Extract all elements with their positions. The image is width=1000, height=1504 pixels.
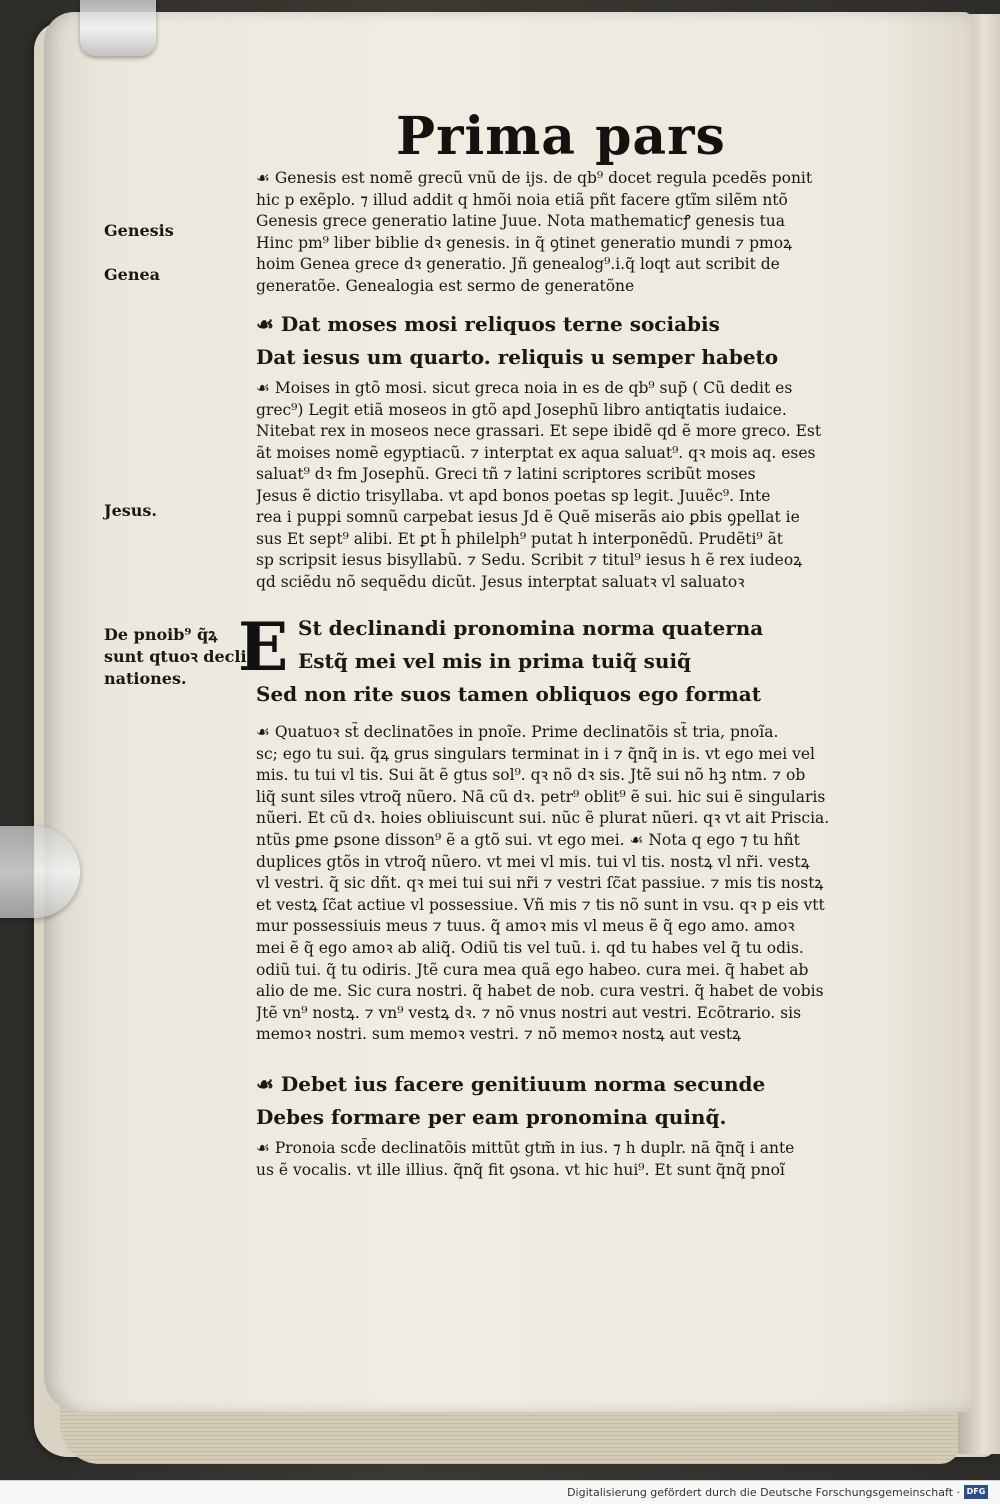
page-title: Prima pars <box>396 106 726 167</box>
text-line: saluat⁹ dꝛ fm Josephũ. Greci tñ ⁊ latini scriptores scribũt moses <box>256 465 756 483</box>
margin-note-pronouns <box>104 624 247 690</box>
text-line: mis. tu tui vl tis. Sui ãt ẽ gtus sol⁹. qꝛ nõ dꝛ sis. Jtẽ sui nõ hꝫ ntm. ⁊ ob <box>256 766 806 785</box>
margin-note-genea: Genea <box>104 265 161 284</box>
text-line: mei ẽ q̃ ego amoꝛ ab aliq̃. Odiũ tis vel tuũ. i. qd tu habes vel q̃ tu odis. <box>256 938 804 957</box>
text-line: sc; ego tu sui. q̃ꝝ grus singulars terminat in i ⁊ q̃nq̃ in is. vt ego mei vel <box>256 744 816 763</box>
text-line: memoꝛ nostri. sum memoꝛ vestri. ⁊ nõ memoꝛ nostꝝ aut vestꝝ <box>256 1025 742 1044</box>
text-line: ☙ Moises in gtõ mosi. sicut greca noia in es de qb⁹ sup̃ ( Cũ dedit es <box>256 379 793 397</box>
text-line: hic p exẽplo. ⁊ illud addit q hmõi noia etiã pñt facere gtĩm silẽm ntõ <box>256 190 788 209</box>
verse-line: Debes formare per eam pronomina quinq̃. <box>256 1105 727 1129</box>
verse-line: ☙ Debet ius facere genitiuum norma secunde <box>256 1072 766 1096</box>
text-line: liq̃ sunt siles vtroq̃ nũero. Nã cũ dꝛ. petr⁹ oblit⁹ ẽ sui. hic sui ẽ singularis <box>256 787 826 806</box>
text-line: ãt moises nomẽ egyptiacũ. ⁊ interptat ex aqua saluat⁹. qꝛ mois aq. eses <box>256 443 816 462</box>
text-line: odiũ tui. q̃ tu odiris. Jtẽ cura mea quã ego habeo. cura mei. q̃ habet ab <box>256 960 809 979</box>
text-line: ☙ Genesis est nomẽ grecũ vnũ de ijs. de qb⁹ docet regula pcedẽs ponit <box>256 169 813 187</box>
footer-credit: Digitalisierung gefördert durch die Deutsche Forschungsgemeinschaft · <box>567 1486 960 1499</box>
text-line: Hinc pm⁹ liber biblie dꝛ genesis. in q̃ ꝯtinet generatio mundi ⁊ pmoꝝ <box>256 233 792 252</box>
text-line: sus Et sept⁹ alibi. Et ꝑt h̃ philelph⁹ putat h interponẽdũ. Prudẽti⁹ ãt <box>256 529 784 548</box>
text-line: Jtẽ vn⁹ nostꝝ. ⁊ vn⁹ vestꝝ dꝛ. ⁊ nõ vnus nostri aut vestri. Ecõtrario. sis <box>256 1003 802 1022</box>
dfg-logo: DFG <box>964 1485 988 1499</box>
text-line: duplices gtõs in vtroq̃ nũero. vt mei vl mis. tui vl tis. nostꝝ vl nr̃i. vestꝝ <box>256 852 810 871</box>
text-line: qd sciẽdu nõ sequẽdu dicũt. Jesus interptat saluatꝛ vl saluatoꝛ <box>256 572 745 591</box>
drop-cap: E <box>238 608 289 686</box>
paragraph-moses-iesus <box>256 378 876 593</box>
margin-note-line: nationes. <box>104 669 187 688</box>
margin-note-line: sunt qtuoꝛ decli <box>104 647 247 666</box>
text-line: nũeri. Et cũ dꝛ. hoies obliuiscunt sui. nũc ẽ plurat nũeri. qꝛ vt ait Priscia. <box>256 809 830 828</box>
text-line: generatõe. Genealogia est sermo de generatõne <box>256 276 635 295</box>
text-line: sp scripsit iesus bisyllabũ. ⁊ Sedu. Scribit ⁊ titul⁹ iesus h ẽ rex iudeoꝝ <box>256 551 803 569</box>
margin-note-line: De pnoib⁹ q̃ꝝ <box>104 625 218 644</box>
text-line: Jesus ẽ dictio trisyllaba. vt apd bonos poetas sp legit. Juuẽc⁹. Inte <box>256 486 771 505</box>
verse-pronomina-head <box>298 612 878 678</box>
verse-line: Dat iesus um quarto. reliquis u semper habeto <box>256 345 779 369</box>
text-line: alio de me. Sic cura nostri. q̃ habet de nob. cura vestri. q̃ habet de vobis <box>256 982 824 1001</box>
text-line: ntũs ꝑme ꝑsone disson⁹ ẽ a gtõ sui. vt ego mei. ☙ Nota q ego ⁊ tu hñt <box>256 830 800 849</box>
text-line: mur possessiuis meus ⁊ tuus. q̃ amoꝛ mis vl meus ẽ q̃ ego amo. amoꝛ <box>256 917 795 936</box>
verse-line: ☙ Dat moses mosi reliquos terne sociabis <box>256 312 720 336</box>
verse-moses <box>256 308 876 374</box>
text-line: Genesis grece generatio latine Juue. Nota mathematicꝭ genesis tua <box>256 212 785 230</box>
text-line: grec⁹) Legit etiã moseos in gtõ apd Josephũ libro antiqtatis iudaice. <box>256 400 787 419</box>
text-line: ☙ Pronoia scd̃e declinatõis mittũt gtm̃ in ius. ⁊ h duplr. nã q̃nq̃ i ante <box>256 1139 795 1157</box>
text-line: us ẽ vocalis. vt ille illius. q̃nq̃ fit ꝯsona. vt hic hui⁹. Et sunt q̃nq̃ pnoĩ <box>256 1160 785 1179</box>
text-line: rea i puppi somnũ carpebat iesus Jd ẽ Quẽ miserãs aio ꝑbis ꝯpellat ie <box>256 508 800 526</box>
page-clip-top <box>80 0 156 56</box>
paragraph-secunda-declinatio <box>256 1138 876 1181</box>
paragraph-declinationes <box>256 722 876 1046</box>
verse-line: Estq̃ mei vel mis in prima tuiq̃ suiq̃ <box>298 649 692 673</box>
text-line: Nitebat rex in moseos nece grassari. Et sepe ibidẽ qd ẽ more greco. Est <box>256 422 822 440</box>
text-line: et vestꝝ ſc̃at actiue vl possessiue. Vñ mis ⁊ tis nõ sunt in vsu. qꝛ p eis vtt <box>256 895 825 914</box>
footer-bar <box>0 1480 1000 1504</box>
verse-line: St declinandi pronomina norma quaterna <box>298 616 764 640</box>
text-line: ☙ Quatuoꝛ st̃ declinatões in pnoĩe. Prime declinatõis st̃ tria, pnoĩa. <box>256 723 779 741</box>
verse-genitiuum <box>256 1068 876 1134</box>
text-line: hoim Genea grece dꝛ generatio. Jñ genealog⁹.i.q̃ loqt aut scribit de <box>256 255 780 273</box>
margin-note-genesis: Genesis <box>104 221 174 240</box>
margin-note-iesus: Jesus. <box>104 501 157 520</box>
paragraph-genesis <box>256 168 876 297</box>
text-line: vl vestri. q̃ sic dñt. qꝛ mei tui sui nr̃i ⁊ vestri ſc̃at passiue. ⁊ mis tis nostꝝ <box>256 874 824 893</box>
verse-line: Sed non rite suos tamen obliquos ego format <box>256 682 761 706</box>
verse-pronomina-tail <box>256 678 876 711</box>
